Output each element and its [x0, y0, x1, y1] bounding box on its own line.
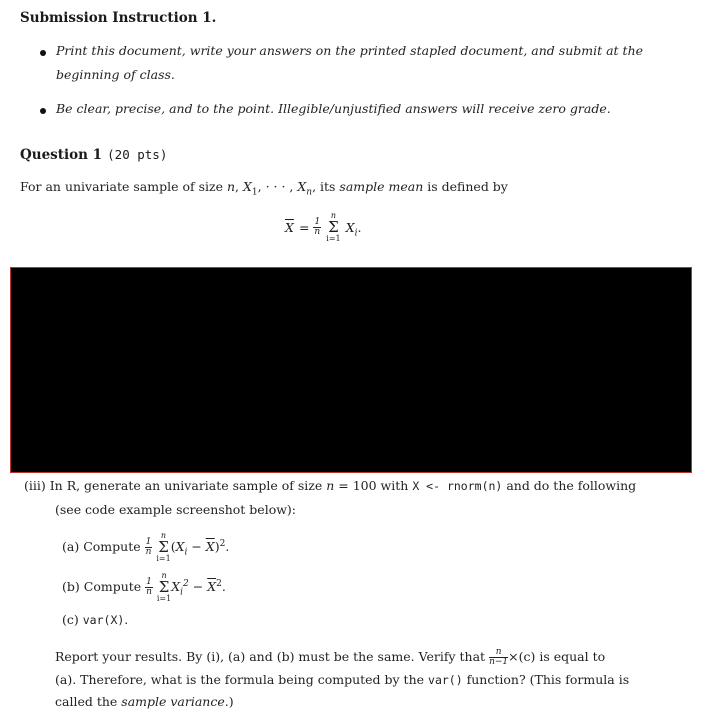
item-iii-line-2: (see code example screenshot below):	[55, 502, 297, 517]
subitem-c-end: .	[124, 612, 129, 627]
intro-middle: , its	[312, 179, 340, 194]
bullet-1-line-2: beginning of class.	[56, 67, 175, 82]
bullet-dot	[40, 50, 46, 56]
sample-mean-formula: $\overline{X}$ = $\frac{1}{n}$ n Σ i=1 $X_i$.	[285, 211, 362, 243]
report-line-3a: called the	[55, 694, 118, 709]
subitem-a: (a) Compute $\frac{1}{n}$ n Σ $i=1(X_i - \overline{X})^2$.	[62, 531, 230, 563]
item-iii-label: (iii)	[24, 478, 46, 493]
report-line-3	[55, 694, 234, 709]
subitem-b-label: (b)	[62, 579, 80, 594]
redacted-region	[10, 267, 692, 473]
intro-suffix: is defined by	[423, 179, 508, 194]
report-line-3-emph: sample variance	[121, 694, 225, 709]
report-line-2b: function? (This formula is	[466, 672, 630, 687]
subitem-b: (b) Compute $\frac{1}{n}$ n Σ $i=1X_i^2 - \overline{X}^2$.	[62, 571, 226, 603]
question-points: (20 pts)	[107, 147, 168, 162]
subitem-c-label: (c)	[62, 612, 79, 627]
question-header	[20, 144, 167, 163]
item-iii-text-a: In R, generate an univariate sample of size	[49, 478, 323, 493]
bullet-dot	[40, 108, 46, 114]
intro-line: For an univariate sample of size n, $X_1$, · · · , $X_n$, its sample mean is defined by	[20, 179, 508, 198]
intro-emph: sample mean	[339, 179, 424, 194]
item-iii-text-b: and do the following	[506, 478, 637, 493]
report-line-1: Report your results. By (i), (a) and (b) must be the same. Verify that $\frac{n}{n-1}$ ×(c) is equal to	[55, 647, 606, 667]
item-iii-line-1: (iii) In R, generate an univariate sample of size n = 100 with X <- rnorm(n) and do the following	[24, 478, 637, 493]
report-line-2-code: var()	[428, 673, 463, 687]
subitem-c	[62, 612, 128, 627]
section-title: Submission Instruction 1.	[20, 10, 217, 26]
intro-prefix: For an univariate sample of size	[20, 179, 227, 194]
report-line-3b: .)	[224, 694, 234, 709]
bullet-1-line-1: Print this document, write your answers on the printed stapled document, and submit at the	[56, 43, 644, 58]
subitem-b-text: Compute	[83, 579, 142, 594]
question-label: Question 1	[20, 147, 103, 163]
bullet-2: Be clear, precise, and to the point. Illegible/unjustified answers will receive zero grade.	[56, 101, 611, 116]
report-line-2a: (a). Therefore, what is the formula being computed by the	[55, 672, 425, 687]
report-line-2	[55, 672, 629, 687]
report-line-1b: ×(c) is equal to	[508, 649, 606, 664]
item-iii-code: X <- rnorm(n)	[412, 479, 503, 493]
subitem-a-text: Compute	[83, 539, 141, 554]
subitem-a-label: (a)	[62, 539, 80, 554]
item-iii-equals: = 100 with	[338, 478, 409, 493]
subitem-c-code: var(X)	[82, 613, 125, 627]
report-line-1a: Report your results. By (i), (a) and (b) must be the same. Verify that	[55, 649, 486, 664]
